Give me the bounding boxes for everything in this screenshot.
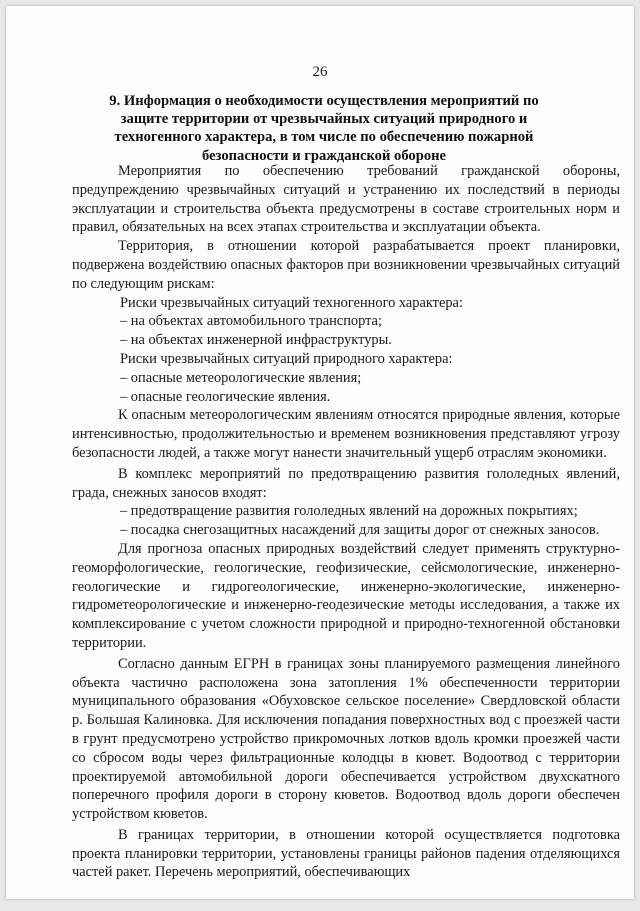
paragraph: Для прогноза опасных природных воздействий следует применять структурно-геоморфологические, геологические, геофизические, сейсмологические, инженерно-геологические и гидрогеологические, инженерно-экологические, инженерно-гидрометеорологические и инженерно-геодезические методы исследования, а также их комплексирование с учетом сложности природной и природно-техногенной обстановки территории. [72, 540, 620, 651]
paragraph: В границах территории, в отношении которой осуществляется подготовка проекта планировки территории, установлены границы районов падения отделяющихся частей ракет. Перечень мероприятий, обеспечивающих [72, 826, 620, 881]
list-item: – предотвращение развития гололедных явлений на дорожных покрытиях; [120, 503, 578, 520]
document-page [6, 6, 634, 899]
list-item: – опасные метеорологические явления; [120, 369, 362, 386]
list-item: – на объектах инженерной инфраструктуры. [120, 332, 392, 349]
section-heading: 9. Информация о необходимости осуществления мероприятий по защите территории от чрезвычайных ситуаций природного и техногенного характера, в том числе по обеспечению пожарной безопасности и гражданской обороне [109, 93, 539, 164]
paragraph: К опасным метеорологическим явлениям относятся природные явления, которые интенсивностью, продолжительностью и временем возникновения представляют угрозу безопасности людей, а также могут нанести значительный ущерб отраслям экономики. [72, 407, 620, 461]
list-heading: Риски чрезвычайных ситуаций природного характера: [120, 350, 453, 367]
paragraph: Согласно данным ЕГРН в границах зоны планируемого размещения линейного объекта частично расположена зона затопления 1% обеспеченности территории муниципального образования «Обуховское сельское поселение» Свердловской области р. Большая Калиновка. Для исключения попадания поверхностных вод с проезжей части в грунт предусмотрено устройство прикромочных лотков вдоль кромки проезжей части со сбросом воды через фильтрационные колодцы в кювет. Водоотвод с территории проектируемой автомобильной дороги обеспечивается устройством двухскатного поперечного профиля дороги в сторону кюветов. Водоотвод вдоль дороги обеспечен устройством кюветов. [72, 655, 620, 823]
list-item: – на объектах автомобильного транспорта; [120, 313, 382, 330]
list-heading: Риски чрезвычайных ситуаций техногенного характера: [120, 294, 463, 311]
list-item: – опасные геологические явления. [120, 388, 331, 405]
list-item: – посадка снегозащитных насаждений для защиты дорог от снежных заносов. [120, 522, 600, 539]
document-body [72, 162, 620, 882]
paragraph: Мероприятия по обеспечению требований гражданской обороны, предупреждению чрезвычайных ситуаций и устранению их последствий в периоды эксплуатации и строительства объекта предусмотрены в составе строительных норм и правил, обязательных на всех этапах строительства и эксплуатации объекта. [72, 163, 620, 236]
page-number: 26 [312, 64, 328, 80]
paragraph: Территория, в отношении которой разрабатывается проект планировки, подвержена воздействию опасных факторов при возникновении чрезвычайных ситуаций по следующим рискам: [72, 238, 620, 292]
paragraph: В комплекс мероприятий по предотвращению развития гололедных явлений, града, снежных заносов входят: [72, 465, 620, 501]
